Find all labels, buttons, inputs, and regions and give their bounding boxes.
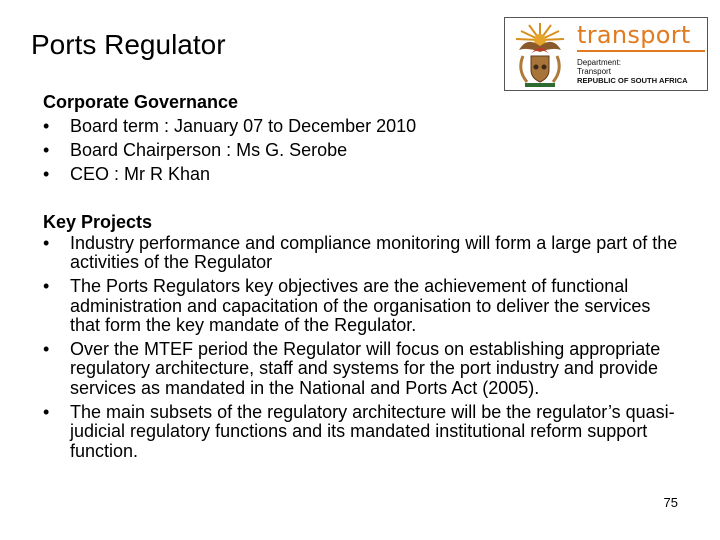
list-item bbox=[43, 162, 683, 186]
slide-title: Ports Regulator bbox=[31, 29, 226, 60]
country-name: REPUBLIC OF SOUTH AFRICA bbox=[577, 76, 688, 85]
list-item bbox=[43, 340, 683, 398]
list-item-text: Industry performance and compliance monitoring will form a large part of the activities of the Regulator bbox=[70, 233, 678, 273]
list-item-text: Board Chairperson : Ms G. Serobe bbox=[70, 140, 348, 160]
list-item bbox=[43, 234, 683, 273]
key-projects-heading: Key Projects bbox=[43, 212, 153, 232]
list-item-text: CEO : Mr R Khan bbox=[70, 164, 211, 184]
corporate-governance-section bbox=[43, 90, 683, 186]
list-item bbox=[43, 277, 683, 335]
list-item-text: Over the MTEF period the Regulator will focus on establishing appropriate regulatory architecture, staff and systems for the port industry and provide services as mandated in the National and Ports Act (2005). bbox=[70, 339, 661, 398]
bullet: • bbox=[43, 339, 50, 360]
coat-of-arms-icon bbox=[509, 20, 571, 88]
key-projects-section bbox=[43, 210, 683, 465]
list-item bbox=[43, 403, 683, 461]
list-item-text: The Ports Regulators key objectives are the achievement of functional administration and capacitation of the organisation to deliver the services that form the key mandate of the Regulator. bbox=[70, 276, 651, 336]
list-item-text: The main subsets of the regulatory architecture will be the regulator’s quasi-judicial regulatory functions and its mandated institutional reform support function. bbox=[70, 401, 675, 461]
bullet: • bbox=[43, 140, 50, 160]
department-of-transport-logo bbox=[504, 17, 708, 91]
transport-wordmark: transport bbox=[577, 21, 691, 49]
department-label: Department: bbox=[577, 58, 622, 67]
list-item bbox=[43, 114, 683, 138]
governance-list bbox=[43, 114, 683, 186]
wordmark-underline bbox=[577, 50, 705, 52]
bullet: • bbox=[43, 164, 50, 184]
projects-list bbox=[43, 234, 683, 461]
department-name: Transport bbox=[577, 67, 611, 76]
list-item-text: Board term : January 07 to December 2010 bbox=[70, 116, 417, 136]
page-number: 75 bbox=[663, 495, 678, 510]
bullet: • bbox=[43, 233, 50, 253]
bullet: • bbox=[43, 276, 50, 297]
list-item bbox=[43, 138, 683, 162]
bullet: • bbox=[43, 116, 50, 136]
bullet: • bbox=[43, 401, 50, 422]
corporate-governance-heading: Corporate Governance bbox=[43, 92, 239, 112]
